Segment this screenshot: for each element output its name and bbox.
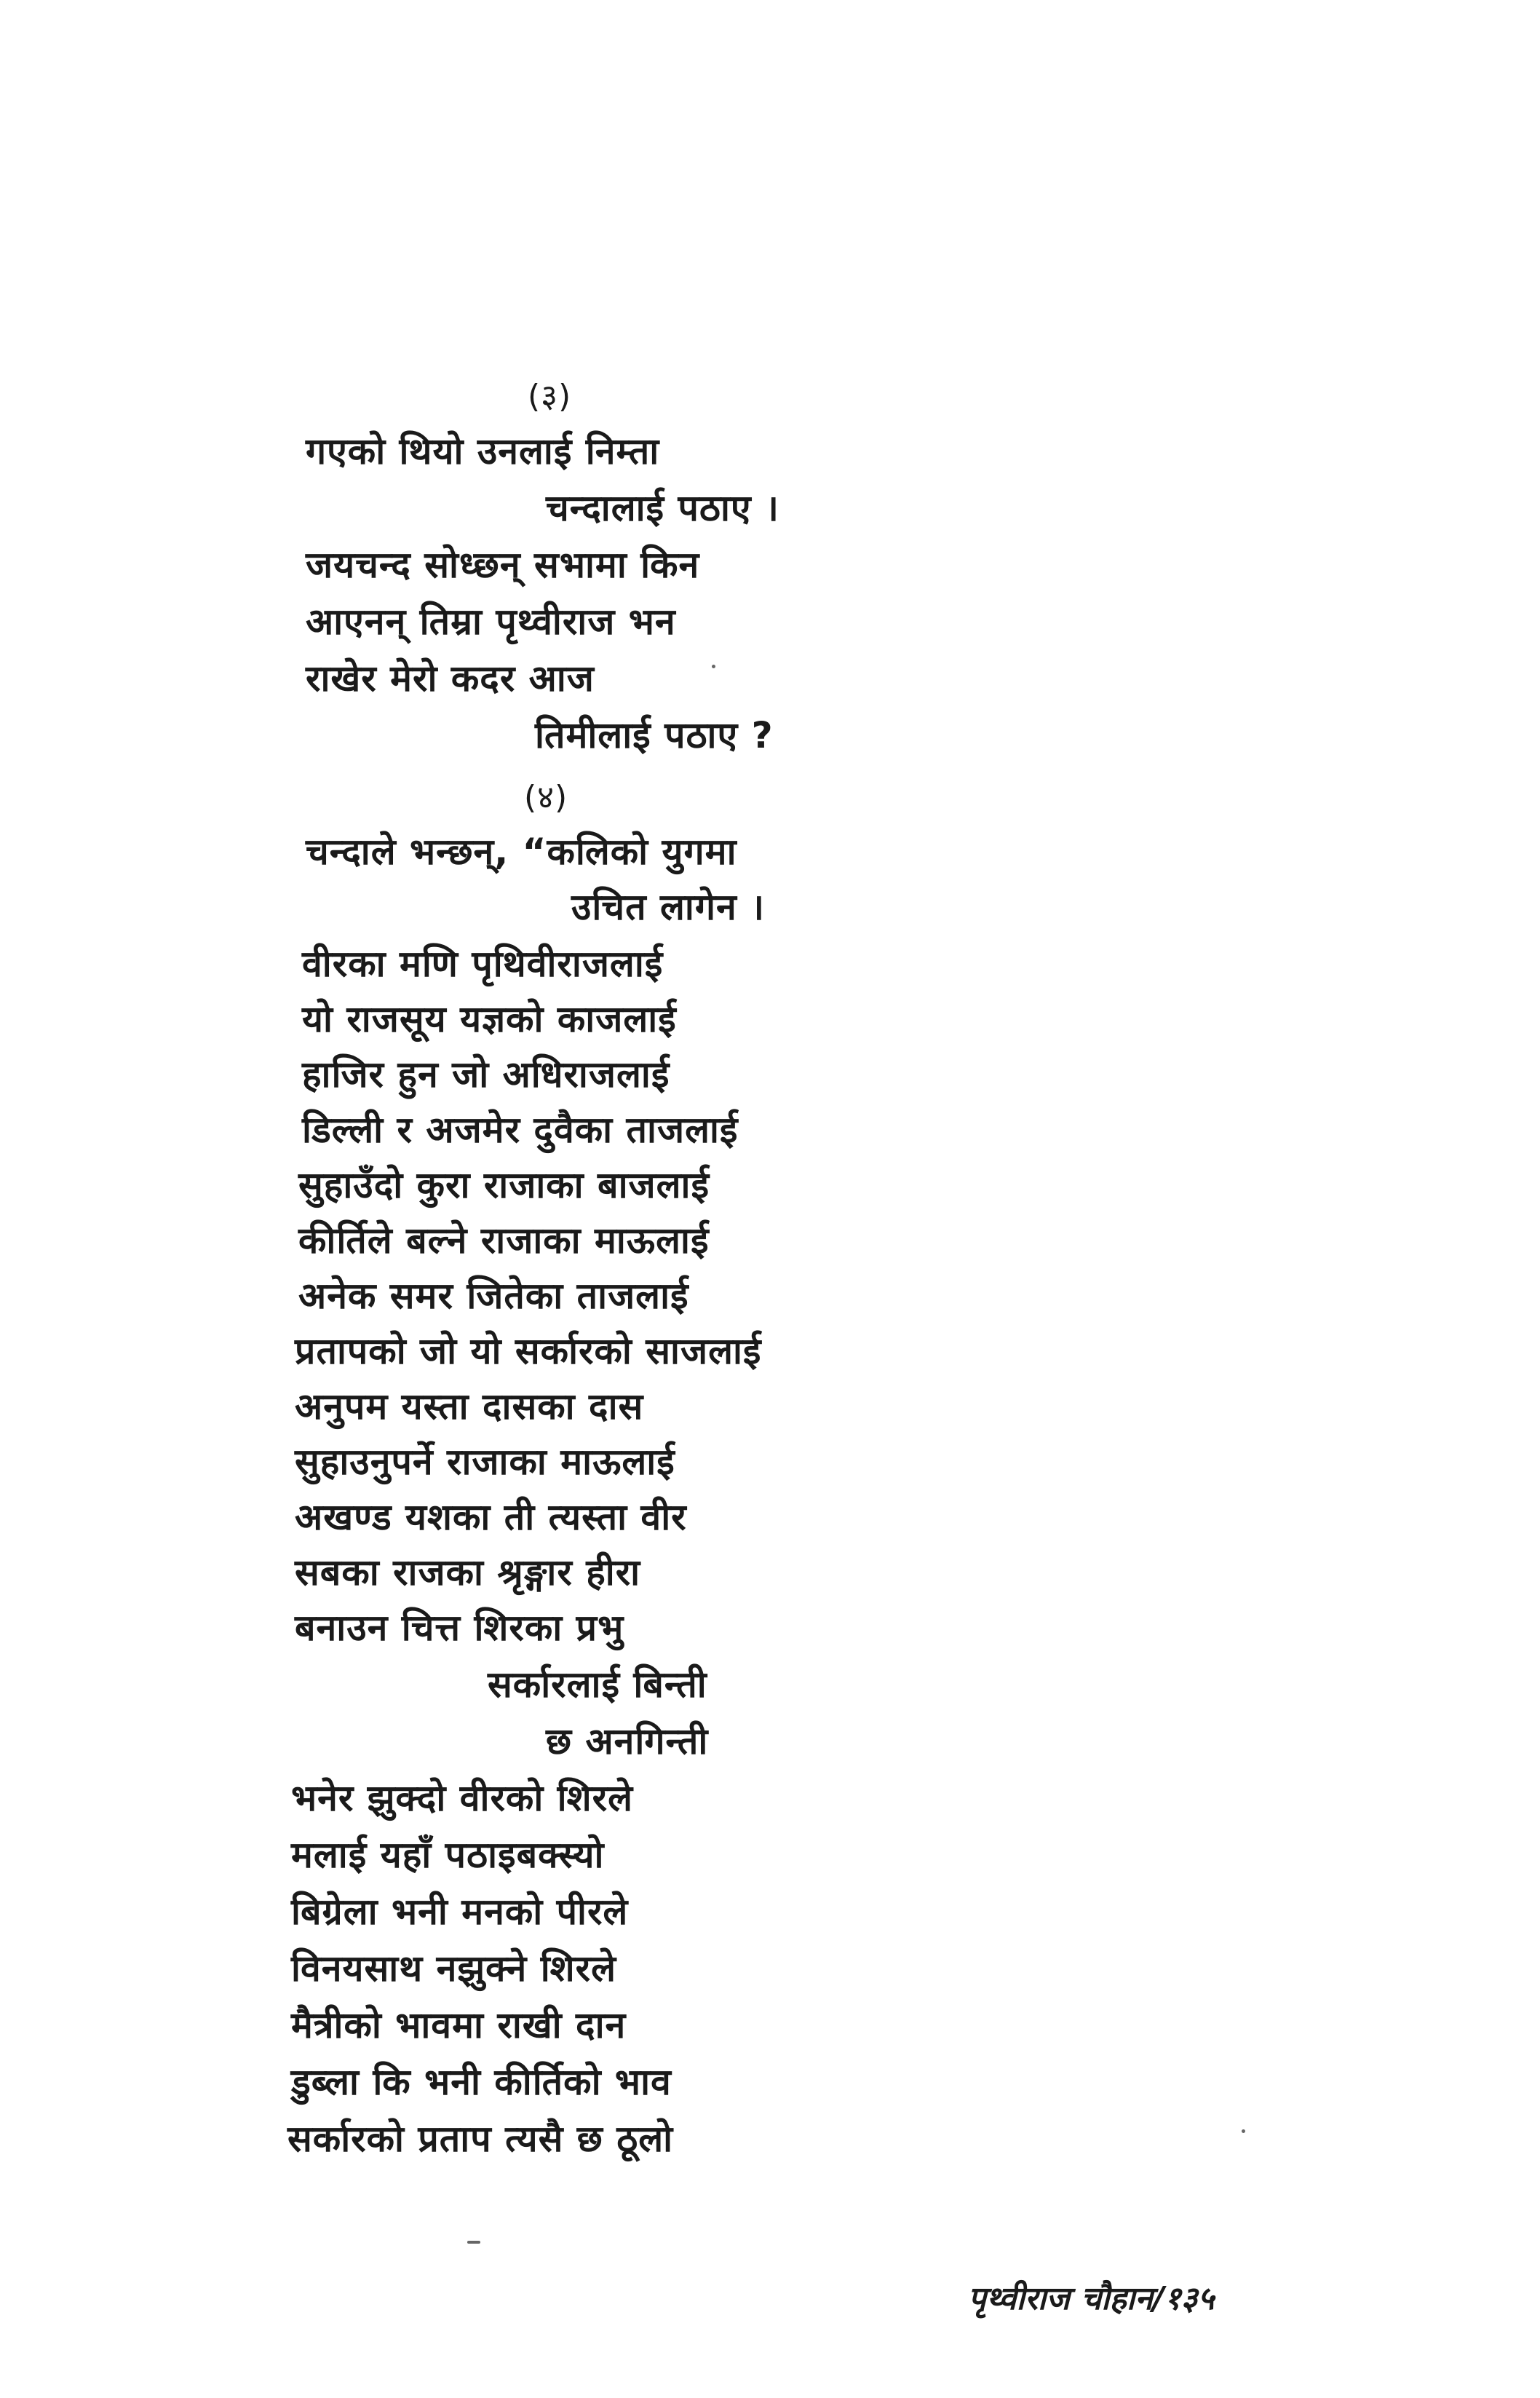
verse-line: सुहाउनुपर्ने राजाका माऊलाई [295,1441,675,1483]
verse-line: अखण्ड यशका ती त्यस्ता वीर [295,1496,687,1538]
verse-line: डुब्ला कि भनी कीर्तिको भाव [291,2061,672,2103]
stanza-number: (३) [528,378,572,415]
verse-line: सर्कारलाई बिन्ती [488,1663,707,1706]
scan-speck [467,2241,480,2244]
verse-line: जयचन्द सोध्छन् सभामा किन [306,544,700,586]
verse-line: अनेक समर जितेका ताजलाई [298,1275,689,1317]
verse-line: उचित लागेन । [571,886,766,928]
verse-line: राखेर मेरो कदर आज [306,657,595,700]
verse-line: डिल्ली र अजमेर दुवैका ताजलाई [302,1109,739,1151]
verse-line: सर्कारको प्रताप त्यसै छ ठूलो [287,2118,674,2160]
verse-line: तिमीलाई पठाए ? [535,714,774,756]
verse-line: मलाई यहाँ पठाइबक्स्यो [291,1834,605,1876]
scan-speck [712,665,715,668]
verse-line: मैत्रीको भावमा राखी दान [291,2004,627,2046]
verse-line: कीर्तिले बल्ने राजाका माऊलाई [298,1219,710,1262]
stanza-number: (४) [524,779,568,816]
scan-speck [1242,2129,1245,2133]
running-footer: पृथ्वीराज चौहान/१३५ [968,2280,1215,2317]
verse-line: चन्दालाई पठाए । [546,487,779,529]
verse-line: हाजिर हुन जो अधिराजलाई [302,1053,670,1096]
verse-line: भनेर झुक्दो वीरको शिरले [291,1777,633,1819]
verse-line: बनाउन चित्त शिरका प्रभु [295,1607,624,1649]
verse-line: विनयसाथ नझुक्ने शिरले [291,1947,617,1990]
verse-line: आएनन् तिम्रा पृथ्वीराज भन [306,601,676,643]
verse-line: चन्दाले भन्छन्, “कलिको युगमा [306,831,737,873]
verse-line: बिग्रेला भनी मनको पीरले [291,1891,629,1933]
verse-line: छ अनगिन्ती [546,1720,709,1762]
verse-line: प्रतापको जो यो सर्कारको साजलाई [295,1330,762,1372]
verse-line: अनुपम यस्ता दासका दास [295,1385,644,1428]
verse-line: सुहाउँदो कुरा राजाका बाजलाई [298,1164,710,1206]
verse-line: गएको थियो उनलाई निम्ता [306,430,660,472]
verse-line: वीरका मणि पृथिवीराजलाई [302,943,664,985]
verse-line: यो राजसूय यज्ञको काजलाई [302,998,677,1040]
verse-line: सबका राजका श्रृङ्गार हीरा [295,1551,641,1594]
